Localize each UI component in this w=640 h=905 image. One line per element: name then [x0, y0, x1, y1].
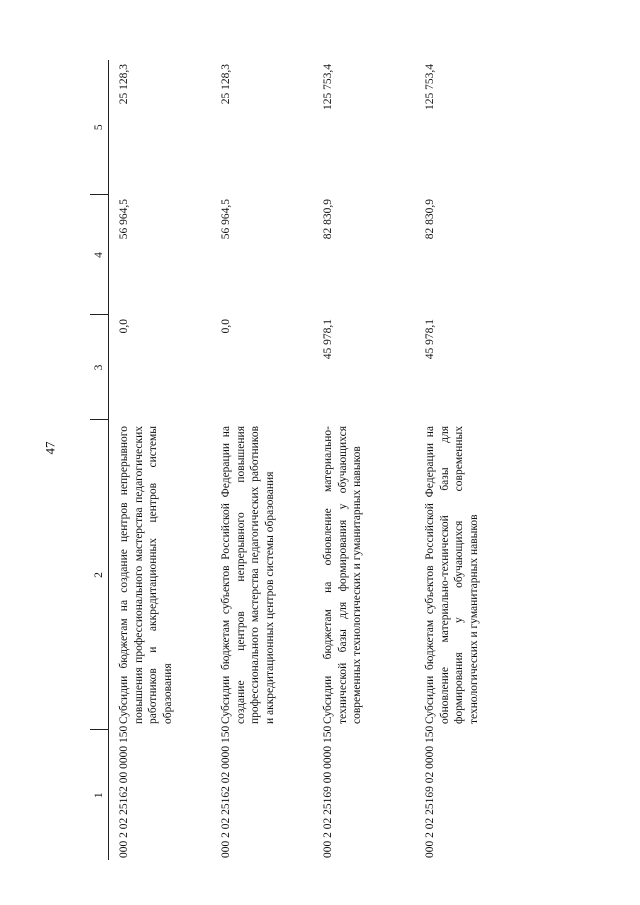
table-row — [211, 60, 313, 860]
value-col-5: 25 128,3 — [118, 64, 130, 105]
budget-code: 000 2 02 25169 02 0000 150 — [424, 725, 436, 858]
page-number: 47 — [42, 441, 58, 455]
column-header-2: 2 — [90, 420, 109, 730]
row-description: Субсидии бюджетам субъектов Российской Федерации на создание центров непрерывного повышения профессионального мастерства педагогических работников и аккредитационных центров системы образования — [220, 426, 277, 724]
column-header-3: 3 — [90, 315, 109, 420]
budget-code: 000 2 02 25169 00 0000 150 — [322, 725, 334, 858]
value-col-3: 0,0 — [118, 319, 130, 334]
budget-table — [90, 60, 517, 860]
value-col-5: 125 753,4 — [322, 64, 334, 110]
value-col-3: 0,0 — [220, 319, 232, 334]
value-col-3: 45 978,1 — [424, 319, 436, 360]
value-col-5: 125 753,4 — [424, 64, 436, 110]
budget-table-rotated — [90, 60, 530, 860]
value-col-3: 45 978,1 — [322, 319, 334, 360]
row-description: Субсидии бюджетам на создание центров непрерывного повышения профессионального мастерства педагогических работников и аккредитационных центров системы образования — [118, 426, 175, 724]
budget-code: 000 2 02 25162 00 0000 150 — [118, 725, 130, 858]
table-row — [313, 60, 415, 860]
value-col-4: 82 830,9 — [424, 199, 436, 240]
value-col-4: 56 964,5 — [220, 199, 232, 240]
value-col-5: 25 128,3 — [220, 64, 232, 105]
header-row — [90, 60, 109, 860]
table-row — [415, 60, 517, 860]
budget-code: 000 2 02 25162 02 0000 150 — [220, 725, 232, 858]
row-description: Субсидии бюджетам субъектов Российской Федерации на обновление материально-технической базы для формирования у обучающихся современных технологических и гуманитарных навыков — [424, 426, 481, 724]
value-col-4: 82 830,9 — [322, 199, 334, 240]
row-description: Субсидии бюджетам на обновление материально-технической базы для формирования у обучающихся современных технологических и гуманитарных навыков — [322, 426, 364, 724]
column-header-5: 5 — [90, 60, 109, 195]
column-header-1: 1 — [90, 730, 109, 860]
value-col-4: 56 964,5 — [118, 199, 130, 240]
column-header-4: 4 — [90, 195, 109, 315]
table-row — [109, 60, 212, 860]
